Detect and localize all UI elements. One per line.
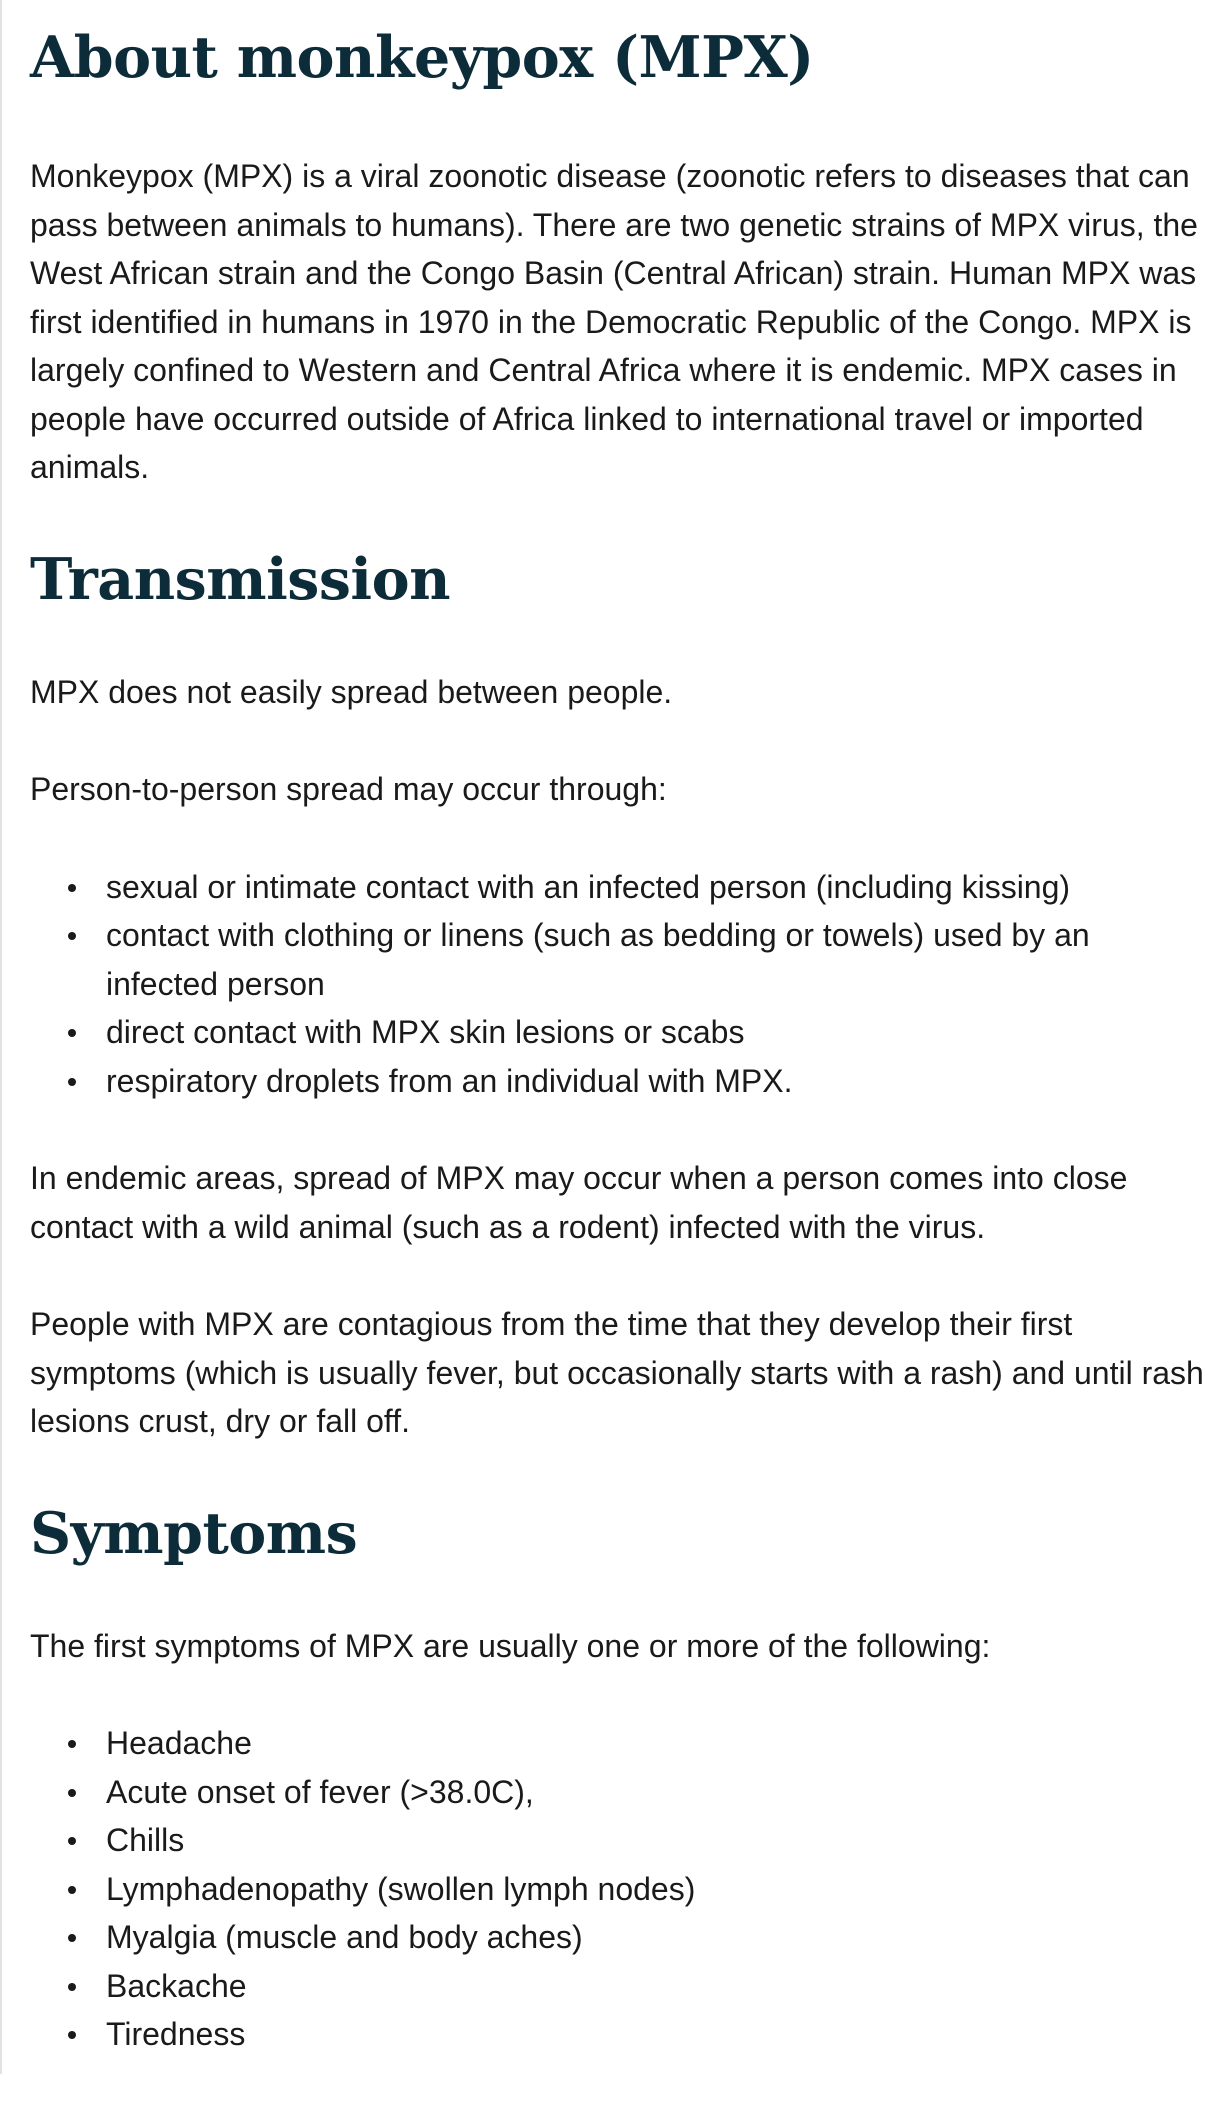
list-item: Acute onset of fever (>38.0C), (106, 1768, 1204, 1817)
transmission-section (30, 544, 1204, 1446)
transmission-list-intro: Person-to-person spread may occur through: (30, 771, 667, 807)
about-section (30, 22, 1204, 492)
list-item: respiratory droplets from an individual with MPX. (106, 1057, 1204, 1106)
transmission-intro: MPX does not easily spread between people. (30, 673, 673, 710)
list-item: Tiredness (106, 2010, 1204, 2059)
list-item: direct contact with MPX skin lesions or scabs (106, 1008, 1204, 1057)
transmission-list (30, 863, 1204, 1106)
page-title: About monkeypox (MPX) (30, 24, 814, 91)
list-item: Chills (106, 1816, 1204, 1865)
symptoms-list (30, 1719, 1204, 2059)
list-item: Myalgia (muscle and body aches) (106, 1913, 1204, 1962)
left-border-rule (0, 0, 2, 2074)
symptoms-intro: The first symptoms of MPX are usually one or more of the following: (30, 1627, 991, 1664)
about-paragraph: Monkeypox (MPX) is a viral zoonotic disease (zoonotic refers to diseases that can pass between animals to humans). There are two genetic strains of MPX virus, the West African strain and the Congo Basin (Central African) strain. Human MPX was first identified in humans in 1970 in the Democratic Republic of the Congo. MPX is largely confined to Western and Central Africa where it is endemic. MPX cases in people have occurred outside of Africa linked to international travel or imported animals. (30, 158, 1198, 485)
article-content (30, 0, 1204, 2108)
contagious-paragraph: People with MPX are contagious from the time that they develop their first symptoms (which is usually fever, but occasionally starts with a rash) and until rash lesions crust, dry or fall off. (30, 1306, 1204, 1439)
symptoms-heading: Symptoms (30, 1499, 358, 1567)
list-item: Backache (106, 1962, 1204, 2011)
transmission-heading: Transmission (30, 545, 451, 613)
list-item: Headache (106, 1719, 1204, 1768)
symptoms-section (30, 1498, 1204, 2059)
list-item: sexual or intimate contact with an infected person (including kissing) (106, 863, 1204, 912)
list-item: Lymphadenopathy (swollen lymph nodes) (106, 1865, 1204, 1914)
list-item: contact with clothing or linens (such as bedding or towels) used by an infected person (106, 911, 1204, 1008)
endemic-paragraph: In endemic areas, spread of MPX may occur when a person comes into close contact with a wild animal (such as a rodent) infected with the virus. (30, 1160, 1128, 1245)
